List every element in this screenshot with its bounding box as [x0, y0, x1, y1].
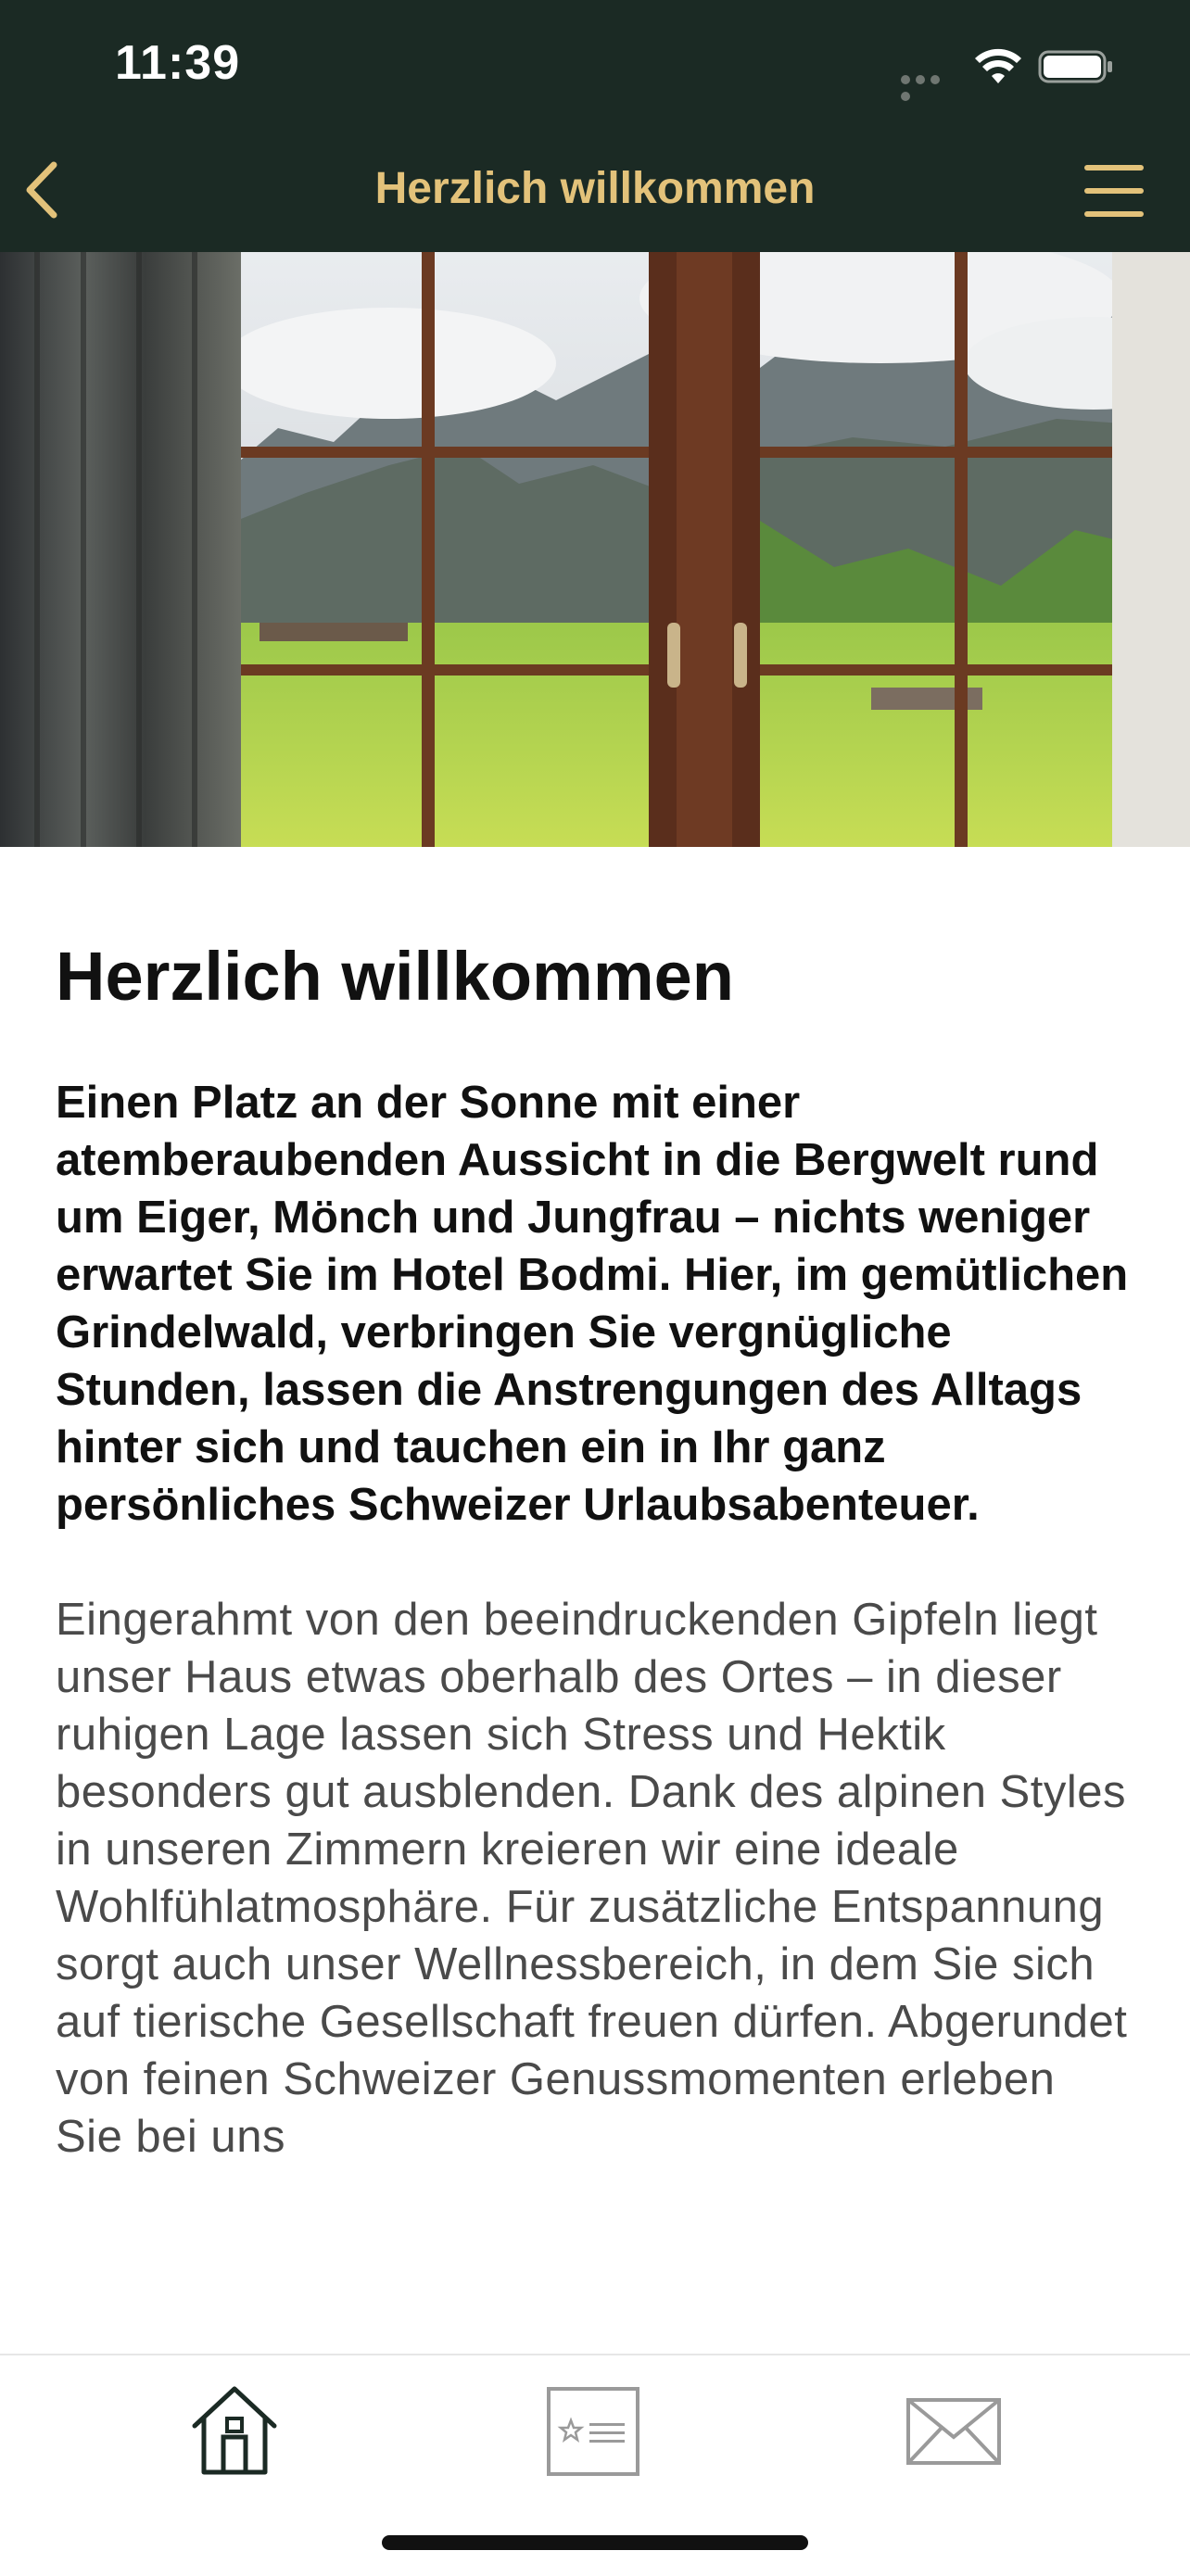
status-time: 11:39: [115, 36, 241, 90]
home-icon[interactable]: [184, 2380, 285, 2481]
nav-title: Herzlich willkommen: [374, 164, 816, 213]
mail-icon[interactable]: [903, 2380, 1005, 2481]
wifi-icon: [973, 46, 1023, 87]
body-paragraph: Eingerahmt von den beeindruckenden Gipfeln liegt unser Haus etwas oberhalb des Ortes – in dieser ruhigen Lage lassen sich Stress und Hektik besonders gut ausblenden. Dank des alpinen Styles in unseren Zimmern kreieren wir eine ideale Wohlfühlatmosphäre. Für zusätzliche Entspannung sorgt auch unser Wellnessbereich, in dem Sie sich auf tierische Gesellschaft freuen dürfen. Abgerundet von feinen Schweizer Genussmomenten erleben Sie bei uns: [56, 1594, 1128, 2162]
battery-icon: [1038, 50, 1114, 83]
hamburger-menu-icon[interactable]: [1084, 165, 1144, 217]
home-indicator[interactable]: [382, 2535, 808, 2550]
cellular-signal-icon: [901, 72, 958, 82]
main-content: [56, 936, 1134, 2166]
offers-icon[interactable]: [543, 2380, 645, 2481]
hero-image: [0, 252, 1190, 847]
top-bar: [0, 0, 1190, 252]
intro-paragraph: Einen Platz an der Sonne mit einer atemberaubenden Aussicht in die Bergwelt rund um Eiger, Mönch und Jungfrau – nichts weniger erwartet Sie im Hotel Bodmi. Hier, im gemütlichen Grindelwald, verbringen Sie vergnügliche Stunden, lassen die Anstrengungen des Alltags hinter sich und tauchen ein in Ihr ganz persönliches Schweizer Urlaubsabenteuer.: [56, 1077, 1129, 1530]
page-title: Herzlich willkommen: [56, 938, 734, 1015]
